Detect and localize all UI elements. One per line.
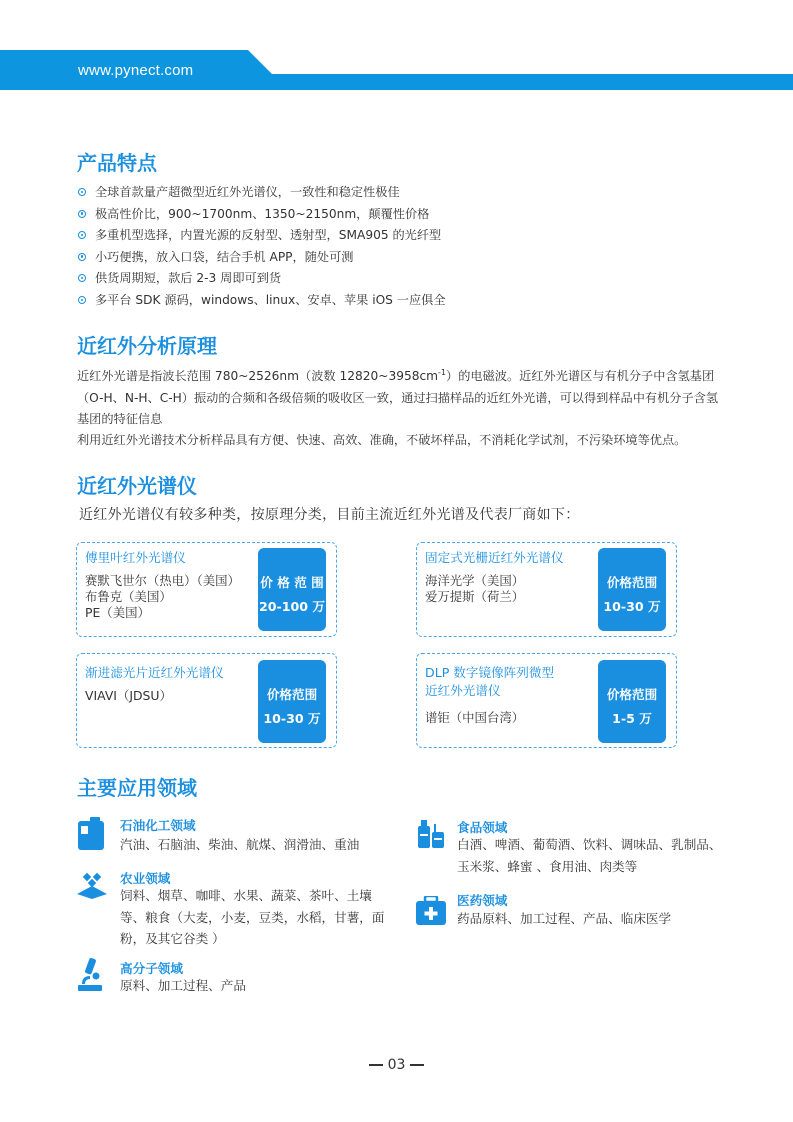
card-title: 傅里叶红外光谱仪	[85, 550, 186, 565]
bullet-icon	[78, 274, 86, 282]
application-name: 石油化工领域	[120, 818, 196, 833]
spectrometer-card-ftir	[76, 542, 337, 637]
spectrometer-card-filter	[76, 653, 337, 748]
feature-item: 供货周期短，款后 2-3 周即可到货	[78, 268, 446, 290]
dash-icon	[369, 1064, 383, 1066]
food-drink-icon	[414, 818, 446, 850]
card-vendor: 海洋光学（美国）	[425, 573, 525, 588]
bullet-icon	[78, 231, 86, 239]
website-url[interactable]: www.pynect.com	[78, 62, 194, 79]
price-value: 20-100 万	[258, 599, 326, 614]
card-title-line1: DLP 数字镜像阵列微型	[425, 665, 555, 680]
principle-paragraph: 近红外光谱是指波长范围 780~2526nm（波数 $12820\sim 3958cm^{-1}$）的电磁波。近红外光谱区与有机分子中含氢基团（O-H、N-H、C-H）振动的合频和各级倍频的吸收区一致，通过扫描样品的近红外光谱，可以得到样品中有机分子含氢基团的特征信息	[77, 367, 719, 426]
applications-title: 主要应用领域	[77, 776, 197, 800]
bullet-icon	[78, 210, 86, 218]
card-vendor: VIAVI（JDSU）	[85, 688, 172, 703]
principle-title: 近红外分析原理	[77, 334, 217, 358]
price-value: 10-30 万	[263, 711, 321, 726]
spectrometer-card-dlp	[416, 653, 677, 748]
card-title: 固定式光栅近红外光谱仪	[425, 550, 564, 565]
price-label: 价 格 范 围	[260, 575, 324, 590]
price-label: 价格范围	[266, 687, 318, 702]
spectrometers-title: 近红外光谱仪	[77, 474, 197, 498]
feature-item: 多平台 SDK 源码，windows、linux、安卓、苹果 iOS 一应俱全	[78, 290, 446, 312]
feature-item: 小巧便携，放入口袋，结合手机 APP，随处可测	[78, 247, 446, 269]
card-title: 渐进滤光片近红外光谱仪	[85, 665, 224, 680]
price-value: 1-5 万	[612, 711, 652, 726]
price-value: 10-30 万	[603, 599, 661, 614]
features-list	[78, 182, 446, 312]
application-desc: 饲料、烟草、咖啡、水果、蔬菜、茶叶、土壤等、粮食（大麦，小麦，豆类，水稻，甘薯，面粉，及其它谷类 ）	[120, 888, 385, 946]
agriculture-icon	[75, 872, 109, 900]
spectrometers-intro: 近红外光谱仪有较多种类，按原理分类，目前主流近红外光谱及代表厂商如下：	[79, 507, 580, 523]
features-title: 产品特点	[77, 151, 157, 175]
feature-item: 极高性价比，900~1700nm、1350~2150nm，颠覆性价格	[78, 204, 446, 226]
oil-barrel-icon	[76, 817, 106, 851]
card-vendor: 赛默飞世尔（热电）（美国）	[85, 573, 240, 588]
application-desc: 原料、加工过程、产品	[120, 978, 246, 993]
price-label: 价格范围	[606, 575, 658, 590]
price-badge	[258, 660, 326, 743]
spectrometer-card-grating	[416, 542, 677, 637]
application-name: 食品领域	[457, 820, 508, 835]
price-badge	[598, 660, 666, 743]
feature-item: 多重机型选择，内置光源的反射型、透射型，SMA905 的光纤型	[78, 225, 446, 247]
card-vendor: 爱万提斯（荷兰）	[425, 589, 525, 604]
card-vendor: PE（美国）	[85, 605, 150, 620]
price-label: 价格范围	[606, 687, 658, 702]
application-desc: 汽油、石脑油、柴油、航煤、润滑油、重油	[120, 837, 360, 852]
page-number: 03	[0, 1057, 793, 1073]
feature-item: 全球首款量产超微型近红外光谱仪，一致性和稳定性极佳	[78, 182, 446, 204]
bullet-icon	[78, 188, 86, 196]
application-name: 农业领域	[120, 871, 171, 886]
bullet-icon	[78, 253, 86, 261]
price-badge	[258, 548, 326, 631]
card-vendor: 布鲁克（美国）	[85, 589, 172, 604]
card-vendor: 谱钜（中国台湾）	[425, 710, 525, 725]
application-desc: 药品原料、加工过程、产品、临床医学	[457, 911, 672, 926]
principle-advantages: 利用近红外光谱技术分析样品具有方便、快速、高效、准确，不破坏样品，不消耗化学试剂，不污染环境等优点。	[77, 433, 687, 447]
dash-icon	[410, 1064, 424, 1066]
application-desc: 白酒、啤酒、葡萄酒、饮料、调味品、乳制品、玉米浆、蜂蜜 、食用油、肉类等	[457, 837, 722, 874]
medical-kit-icon	[415, 896, 447, 926]
application-name: 高分子领域	[120, 961, 183, 976]
card-title-line2: 近红外光谱仪	[425, 683, 501, 698]
application-name: 医药领域	[457, 893, 508, 908]
microscope-icon	[76, 958, 104, 992]
price-badge	[598, 548, 666, 631]
bullet-icon	[78, 296, 86, 304]
